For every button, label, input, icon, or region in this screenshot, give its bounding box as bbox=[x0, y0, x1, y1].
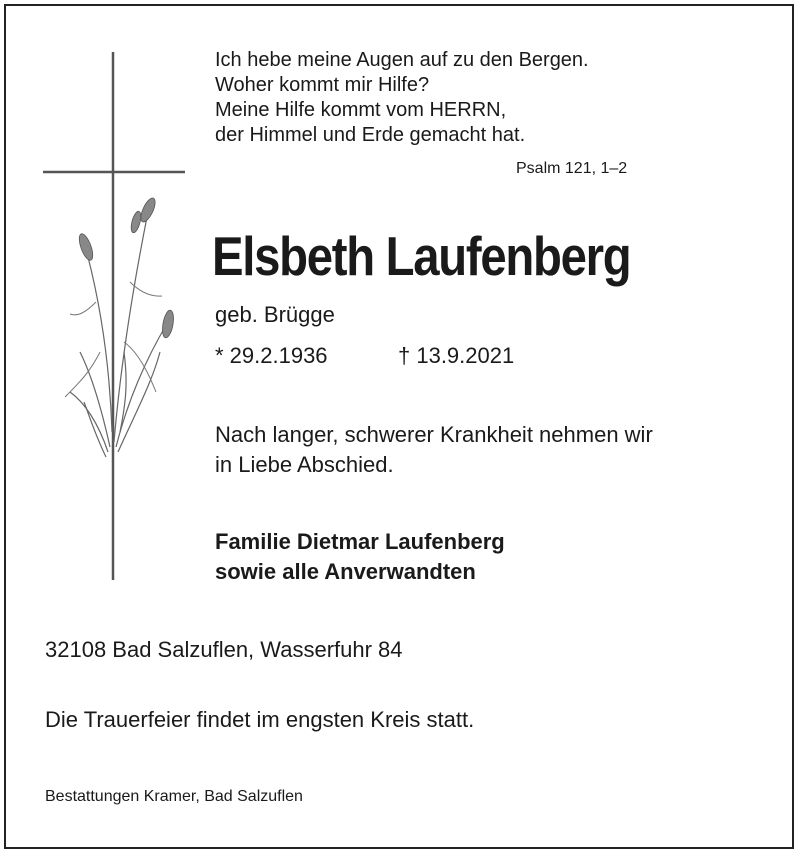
birth-date: * 29.2.1936 bbox=[215, 343, 328, 368]
undertaker: Bestattungen Kramer, Bad Salzuflen bbox=[45, 788, 303, 805]
psalm-line: Ich hebe meine Augen auf zu den Bergen. bbox=[215, 49, 589, 71]
farewell-message bbox=[215, 420, 653, 480]
message-line: in Liebe Abschied. bbox=[215, 452, 394, 477]
psalm-reference: Psalm 121, 1–2 bbox=[516, 160, 628, 177]
address: 32108 Bad Salzuflen, Wasserfuhr 84 bbox=[45, 637, 403, 662]
ceremony-note: Die Trauerfeier findet im engsten Kreis statt. bbox=[45, 707, 475, 732]
cross-with-wheat-icon bbox=[40, 52, 200, 592]
family-line: sowie alle Anverwandten bbox=[215, 559, 476, 584]
family-line: Familie Dietmar Laufenberg bbox=[215, 529, 505, 554]
psalm-line: Woher kommt mir Hilfe? bbox=[215, 74, 430, 96]
deceased-name: Elsbeth Laufenberg bbox=[212, 225, 631, 287]
psalm-line: Meine Hilfe kommt vom HERRN, bbox=[215, 99, 507, 121]
message-line: Nach langer, schwerer Krankheit nehmen wir bbox=[215, 422, 653, 447]
family-signature bbox=[215, 527, 505, 587]
psalm-verse bbox=[215, 48, 589, 148]
psalm-line: der Himmel und Erde gemacht hat. bbox=[215, 124, 526, 146]
maiden-name: geb. Brügge bbox=[215, 302, 335, 327]
death-date: † 13.9.2021 bbox=[398, 343, 515, 368]
